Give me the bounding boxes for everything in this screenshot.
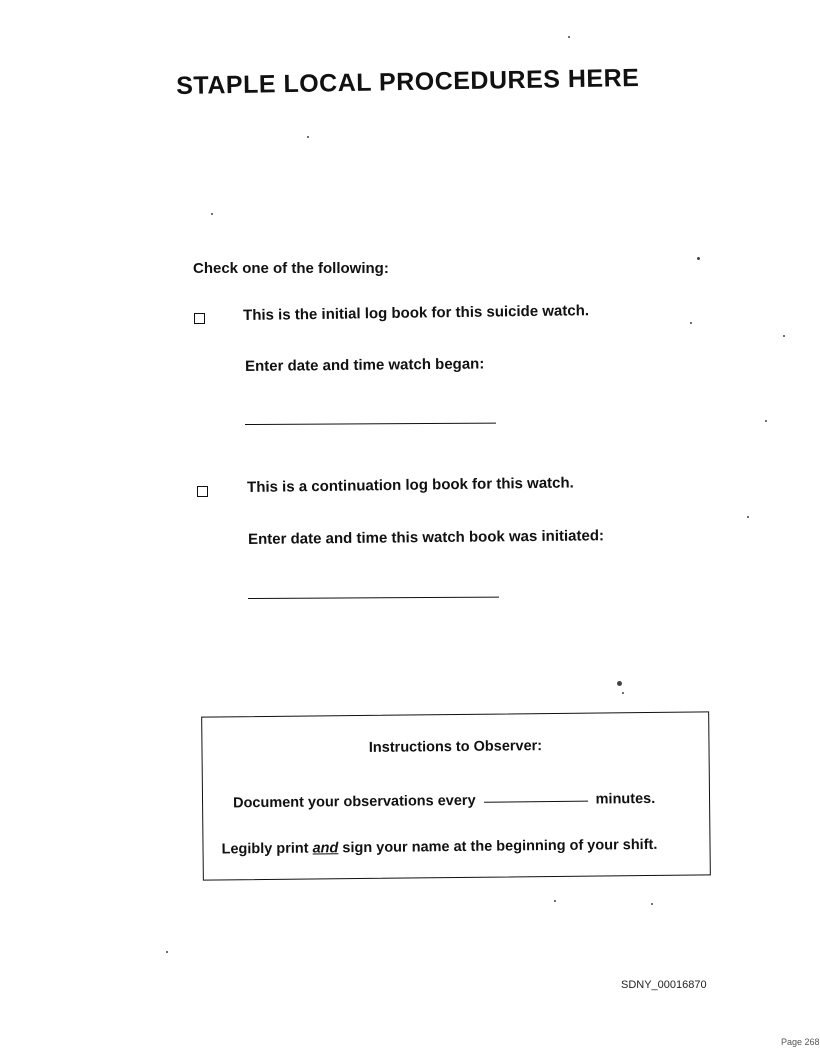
scan-speck (651, 903, 653, 905)
observation-frequency-line (233, 791, 655, 811)
book-initiated-line[interactable] (248, 597, 499, 599)
scan-speck (765, 420, 767, 422)
scan-speck (211, 213, 213, 215)
check-heading: Check one of the following: (193, 260, 389, 277)
sign-text-after: sign your name at the beginning of your shift. (342, 836, 658, 857)
page-title: STAPLE LOCAL PROCEDURES HERE (176, 63, 640, 100)
scan-speck (697, 257, 700, 260)
observation-text-after: minutes. (595, 790, 656, 808)
scan-speck (747, 516, 749, 518)
initial-logbook-checkbox[interactable] (194, 313, 205, 324)
scan-speck (554, 900, 556, 902)
scan-speck (690, 322, 692, 324)
continuation-logbook-label: This is a continuation log book for this watch. (247, 474, 574, 496)
scan-speck (166, 951, 168, 953)
sign-text-before: Legibly print (221, 840, 309, 858)
observation-minutes-blank[interactable] (484, 801, 588, 803)
scan-speck (617, 681, 622, 686)
scan-speck (783, 335, 785, 337)
bates-number: SDNY_00016870 (621, 979, 707, 991)
sign-name-line (221, 837, 657, 858)
watch-began-prompt: Enter date and time watch began: (245, 355, 485, 375)
book-initiated-prompt: Enter date and time this watch book was initiated: (248, 527, 605, 548)
instructions-title: Instructions to Observer: (368, 738, 543, 756)
continuation-logbook-checkbox[interactable] (197, 486, 208, 497)
scan-speck (307, 136, 309, 138)
sign-text-emphasis: and (312, 840, 339, 857)
observation-text-before: Document your observations every (232, 792, 476, 812)
initial-logbook-label: This is the initial log book for this suicide watch. (243, 302, 590, 324)
instructions-box (201, 711, 711, 880)
watch-began-line[interactable] (245, 423, 496, 425)
scan-speck (568, 36, 570, 38)
scan-speck (622, 692, 624, 694)
page-number: Page 268 (781, 1037, 820, 1047)
